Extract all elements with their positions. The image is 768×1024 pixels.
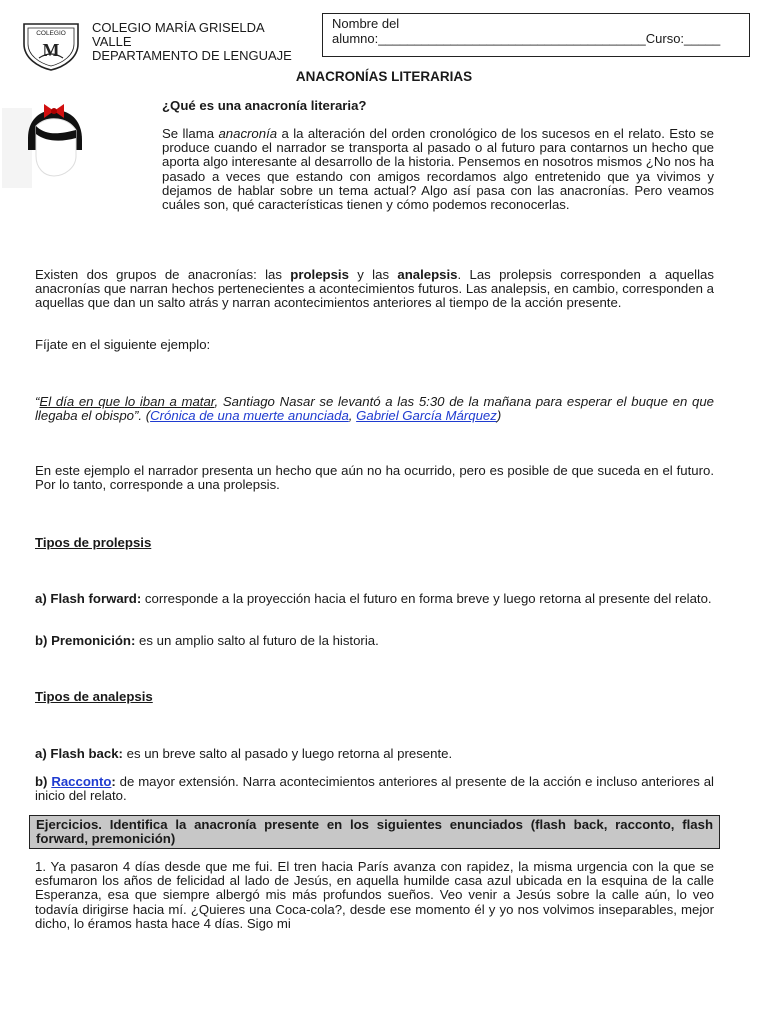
school-crest-logo — [20, 20, 82, 72]
groups-paragraph: Existen dos grupos de anacronías: las prolepsis y las analepsis. Las prolepsis corresponden a aquellas anacronías que narran hechos pertenecientes a acontecimientos futuros. Las analepsis, en cambio, corresponden a aquellas que dan un salto atrás y narran acontecimientos anteriores al tiempo de la acción presente. — [35, 267, 714, 311]
racconto-item: b) Racconto: de mayor extensión. Narra acontecimientos anteriores al presente de la acción e incluso anteriores al inicio del relato. — [35, 774, 714, 804]
term-prolepsis: prolepsis — [290, 267, 349, 282]
school-name — [92, 21, 312, 62]
prolepsis-types-heading: Tipos de prolepsis — [35, 535, 152, 550]
exercise-instruction-box: Ejercicios. Identifica la anacronía presente en los siguientes enunciados (flash back, racconto, flash forward, premonición) — [29, 815, 720, 849]
example-explanation: En este ejemplo el narrador presenta un hecho que aún no ha ocurrido, pero es posible de que suceda en el futuro. Por lo tanto, corresponde a una prolepsis. — [35, 463, 714, 493]
term-anacronia: anacronía — [218, 126, 278, 141]
example-quote: “El día en que lo iban a matar, Santiago Nasar se levantó a las 5:30 de la mañana para esperar el buque en que llegaba el obispo”. (Crónica de una muerte anunciada, Gabriel García Márquez) — [35, 394, 715, 424]
document-title: ANACRONÍAS LITERARIAS — [295, 69, 473, 84]
premonicion-item: b) Premonición: es un amplio salto al futuro de la historia. — [35, 633, 379, 648]
svg-text:M: M — [42, 40, 60, 60]
book-link[interactable]: Crónica de una muerte anunciada — [150, 408, 349, 424]
school-name-line2: VALLE — [92, 34, 132, 49]
department-name: DEPARTAMENTO DE LENGUAJE — [92, 48, 292, 62]
racconto-link[interactable]: Racconto — [51, 774, 112, 789]
illustration-spacer — [35, 127, 162, 200]
quote-underlined-phrase: El día en que lo iban a matar — [39, 394, 215, 409]
student-info-box[interactable] — [322, 13, 750, 57]
author-link[interactable]: Gabriel García Márquez — [356, 408, 497, 424]
student-name-label: Nombre del — [332, 16, 400, 31]
intro-question: ¿Qué es una anacronía literaria? — [162, 98, 367, 113]
analepsis-types-heading: Tipos de analepsis — [35, 689, 153, 704]
svg-text:COLEGIO: COLEGIO — [36, 30, 66, 37]
flash-back-item: a) Flash back: es un breve salto al pasado y luego retorna al presente. — [35, 746, 453, 761]
school-name-line1: COLEGIO MARÍA GRISELDA — [92, 21, 265, 35]
example-intro: Fíjate en el siguiente ejemplo: — [35, 337, 211, 352]
exercise-item-1: 1. Ya pasaron 4 días desde que me fui. El tren hacia París avanza con rapidez, la misma urgencia con la que se esfumaron los años de felicidad al lado de Jesús, en aquella humilde casa azul ubicada en la esquina de la calle Esperanza, esa que siempre albergó mis más profundos sueños. Veo venir a Jesús sobre la calle aún, lo veo todavía dirigirse hacia mí. ¿Quieres una Coca-cola?, desde ese momento él y yo nos volvimos inseparables, mejor dicho, lo éramos hasta hace 4 días. Sigo mi — [35, 860, 714, 931]
term-analepsis: analepsis — [397, 267, 458, 282]
flash-forward-item: a) Flash forward: corresponde a la proyección hacia el futuro en forma breve y luego retorna al presente del relato. — [35, 591, 712, 606]
intro-paragraph: Se llama anacronía a la alteración del orden cronológico de los sucesos en el relato. Esto se produce cuando el narrador se transporta al pasado o al futuro para contarnos un hecho que aporta algo interesante al desarrollo de la historia. Pensemos en nosotros mismos ¿No nos ha pasado a veces que estando con amigos recordamos algo entretenido que ya vivimos y dejamos de hablar sobre un tema actual? Algo así pasa con las anacronías. Pero veamos cuáles son, qué características tienen y cómo podemos reconocerlas. — [35, 127, 714, 212]
student-name-course-field[interactable]: alumno:_____________________________________Curso:_____ — [332, 31, 721, 46]
